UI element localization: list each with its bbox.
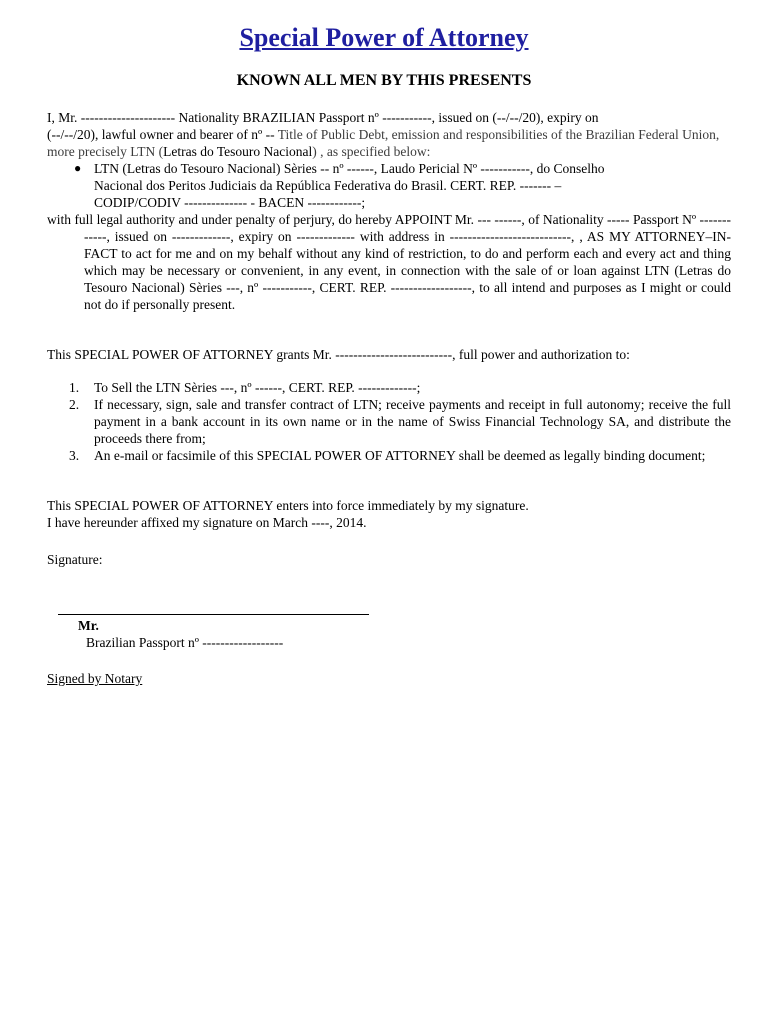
- signer-name: Mr.: [78, 618, 99, 633]
- list-text: If necessary, sign, sale and transfer contract of LTN; receive payments and receipt in full autonomy; receive the full payment in a bank account in its own name or in the name of Swiss Financial Technology SA, and distribute the proceeds there from;: [94, 397, 731, 446]
- signed-by-notary: Signed by Notary: [47, 671, 143, 686]
- list-number: 2.: [69, 397, 80, 412]
- grant-paragraph: This SPECIAL POWER OF ATTORNEY grants Mr. --------------------------, full power and authorization to:: [47, 347, 630, 362]
- list-number: 3.: [69, 448, 80, 463]
- bullet-line-2: Nacional dos Peritos Judiciais da República Federativa do Brasil. CERT. REP. ------- –: [94, 178, 562, 193]
- intro-section: [47, 109, 731, 313]
- document-subtitle: KNOWN ALL MEN BY THIS PRESENTS: [236, 72, 532, 89]
- intro-line-2c: Letras do Tesouro Nacional: [163, 144, 313, 159]
- intro-line-1: I, Mr. --------------------- Nationality BRAZILIAN Passport nº -----------, issued on (--/--/20), expiry on: [47, 110, 599, 125]
- bullet-icon: ●: [74, 161, 82, 175]
- list-item: [69, 379, 731, 396]
- list-item: [69, 396, 731, 447]
- affixed-line: I have hereunder affixed my signature on March ----, 2014.: [47, 515, 367, 530]
- list-text: An e-mail or facsimile of this SPECIAL POWER OF ATTORNEY shall be deemed as legally binding document;: [94, 448, 706, 463]
- intro-line-2a: (--/--/20), lawful owner and bearer of nº --: [47, 127, 278, 142]
- intro-line-2b: Title of Public Debt, emission and responsibilities of the Brazilian Federal Union, more precisely LTN (: [47, 127, 720, 159]
- ltn-bullet-item: [74, 160, 731, 211]
- signer-passport: Brazilian Passport nº ------------------: [86, 635, 284, 650]
- bullet-line-3: CODIP/CODIV -------------- - BACEN ------------;: [94, 195, 366, 210]
- intro-line-2d: ) , as specified below:: [312, 144, 431, 159]
- enters-line: This SPECIAL POWER OF ATTORNEY enters into force immediately by my signature.: [47, 498, 529, 513]
- appoint-paragraph: with full legal authority and under penalty of perjury, do hereby APPOINT Mr. --- ------, of Nationality ----- Passport Nº ------------, issued on -------------, expiry on ------------- with address in ---------------------------, , AS MY ATTORNEY–IN-FACT to act for me and on my behalf without any kind of restriction, to do and perform each and every act and thing which may be necessary or convenient, in any event, in connection with the sale of or loan against LTN (Letras do Tesouro Nacional) Sèries ---, nº -----------, CERT. REP. ------------------, to all intend and purposes as I might or could not do if personally present.: [47, 212, 731, 312]
- intro-line-2: [47, 126, 731, 160]
- list-item: [69, 447, 731, 464]
- list-text: To Sell the LTN Sèries ---, nº ------, CERT. REP. -------------;: [94, 380, 421, 395]
- document-title: Special Power of Attorney: [239, 23, 529, 52]
- signature-line: [58, 614, 369, 615]
- powers-list: [47, 379, 731, 464]
- list-number: 1.: [69, 380, 80, 395]
- enters-into-force: [47, 497, 731, 531]
- signature-label: Signature:: [47, 552, 103, 567]
- bullet-line-1: LTN (Letras do Tesouro Nacional) Sèries -- nº ------, Laudo Pericial Nº -----------, do Conselho: [94, 161, 605, 176]
